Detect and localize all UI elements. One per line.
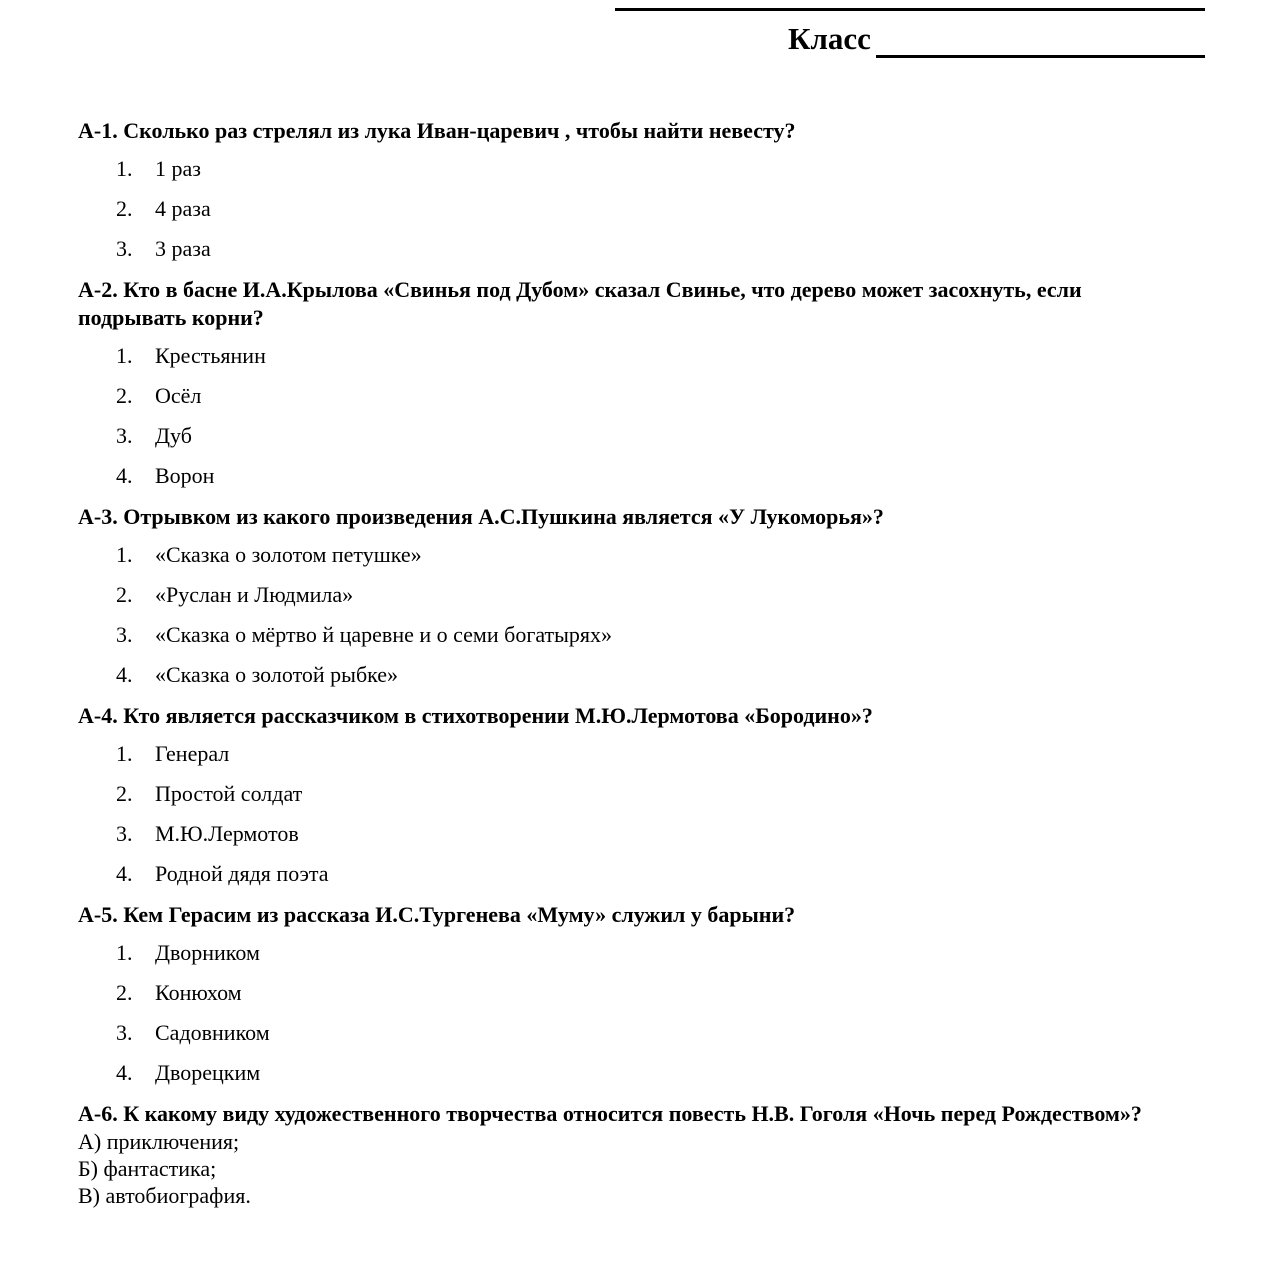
option-a3-3: «Сказка о мёртво й царевне и о семи богатырях» [155,622,613,647]
option-a5-3: Садовником [155,1020,270,1045]
option-a5-4: Дворецким [155,1060,261,1085]
option-a3-2: «Руслан и Людмила» [155,582,354,607]
option-a4-1: Генерал [155,741,230,766]
option-a2-4: Ворон [155,463,215,488]
option-a4-4: Родной дядя поэта [155,861,329,886]
questions-section [78,117,1166,1209]
option-a4-3: М.Ю.Лермотов [155,821,299,846]
option-a1-2: 4 раза [155,196,211,221]
option-a1-3: 3 раза [155,236,211,261]
option-a3-4: «Сказка о золотой рыбке» [155,662,399,687]
question-a3-options [78,542,1166,688]
question-a6: А-6. К какому виду художественного творчества относится повесть Н.В. Гоголя «Ночь перед Рождеством»? [78,1101,1142,1126]
option-a6-b: Б) фантастика; [78,1156,217,1181]
name-blank-line [615,8,1205,11]
option-a5-1: Дворником [155,940,260,965]
question-a5: А-5. Кем Герасим из рассказа И.С.Тургенева «Муму» служил у барыни? [78,902,796,927]
question-a1-options [78,156,1166,262]
option-a1-1: 1 раз [155,156,201,181]
option-a6-v: В) автобиография. [78,1183,251,1208]
question-a1: А-1. Сколько раз стрелял из лука Иван-царевич , чтобы найти невесту? [78,118,796,143]
option-a3-1: «Сказка о золотом петушке» [155,542,422,567]
question-a4-options [78,741,1166,887]
class-label: Класс [788,21,871,56]
class-blank-line [876,55,1205,58]
question-a2-options [78,343,1166,489]
question-a2: А-2. Кто в басне И.А.Крылова «Свинья под Дубом» сказал Свинье, что дерево может засохнуть, если подрывать корни? [78,277,1082,330]
question-a5-options [78,940,1166,1086]
option-a6-a: А) приключения; [78,1129,240,1154]
option-a5-2: Конюхом [155,980,242,1005]
option-a2-1: Крестьянин [155,343,266,368]
question-a3: А-3. Отрывком из какого произведения А.С.Пушкина является «У Лукоморья»? [78,504,884,529]
question-a4: А-4. Кто является рассказчиком в стихотворении М.Ю.Лермотова «Бородино»? [78,703,873,728]
option-a2-2: Осёл [155,383,202,408]
option-a4-2: Простой солдат [155,781,303,806]
option-a2-3: Дуб [155,423,192,448]
